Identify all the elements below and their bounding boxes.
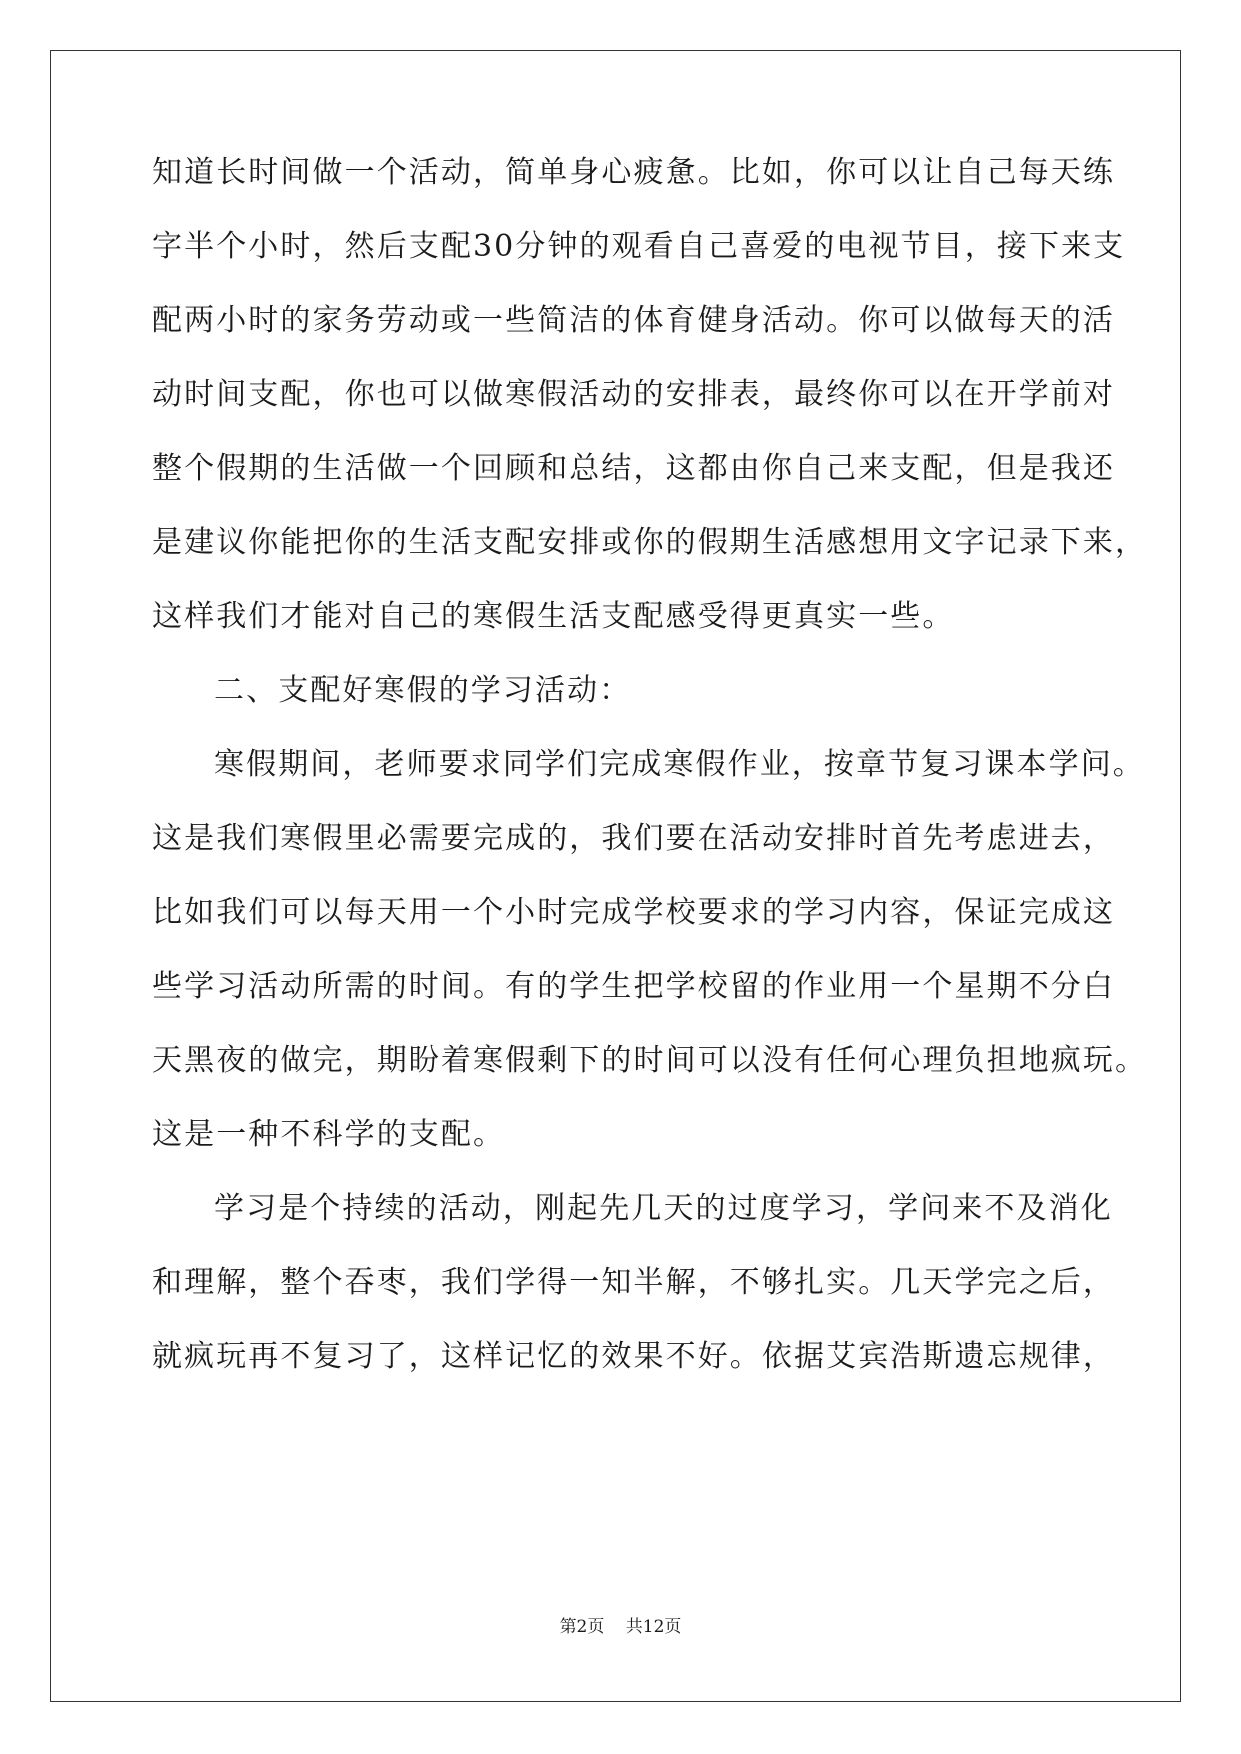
body-line: 这是一种不科学的支配。 xyxy=(152,1117,506,1152)
body-line: 字半个小时，然后支配30分钟的观看自己喜爱的电视节目，接下来支 xyxy=(152,229,1126,264)
body-line: 这是我们寒假里必需要完成的，我们要在活动安排时首先考虑进去， xyxy=(152,821,1115,856)
body-line: 寒假期间，老师要求同学们完成寒假作业，按章节复习课本学问。 xyxy=(214,747,1145,782)
page-border xyxy=(50,50,1181,1702)
page-total: 共12页 xyxy=(625,1617,682,1637)
body-line: 动时间支配，你也可以做寒假活动的安排表，最终你可以在开学前对 xyxy=(152,377,1115,412)
body-line: 学习是个持续的活动，刚起先几天的过度学习，学问来不及消化 xyxy=(214,1191,1113,1226)
body-line: 配两小时的家务劳动或一些简洁的体育健身活动。你可以做每天的活 xyxy=(152,303,1115,338)
page-number: 第2页 xyxy=(559,1617,605,1637)
body-line: 知道长时间做一个活动，简单身心疲惫。比如，你可以让自己每天练 xyxy=(152,155,1115,190)
body-line: 些学习活动所需的时间。有的学生把学校留的作业用一个星期不分白 xyxy=(152,969,1115,1004)
body-line: 是建议你能把你的生活支配安排或你的假期生活感想用文字记录下来， xyxy=(152,525,1148,560)
body-line: 天黑夜的做完，期盼着寒假剩下的时间可以没有任何心理负担地疯玩。 xyxy=(152,1043,1148,1078)
section-heading: 二、支配好寒假的学习活动： xyxy=(214,673,632,708)
body-line: 整个假期的生活做一个回顾和总结，这都由你自己来支配，但是我还 xyxy=(152,451,1115,486)
body-line: 和理解，整个吞枣，我们学得一知半解，不够扎实。几天学完之后， xyxy=(152,1265,1115,1300)
body-line: 比如我们可以每天用一个小时完成学校要求的学习内容，保证完成这 xyxy=(152,895,1115,930)
body-line: 这样我们才能对自己的寒假生活支配感受得更真实一些。 xyxy=(152,599,955,634)
page-footer xyxy=(0,1612,1241,1637)
body-line: 就疯玩再不复习了，这样记忆的效果不好。依据艾宾浩斯遗忘规律， xyxy=(152,1339,1115,1374)
